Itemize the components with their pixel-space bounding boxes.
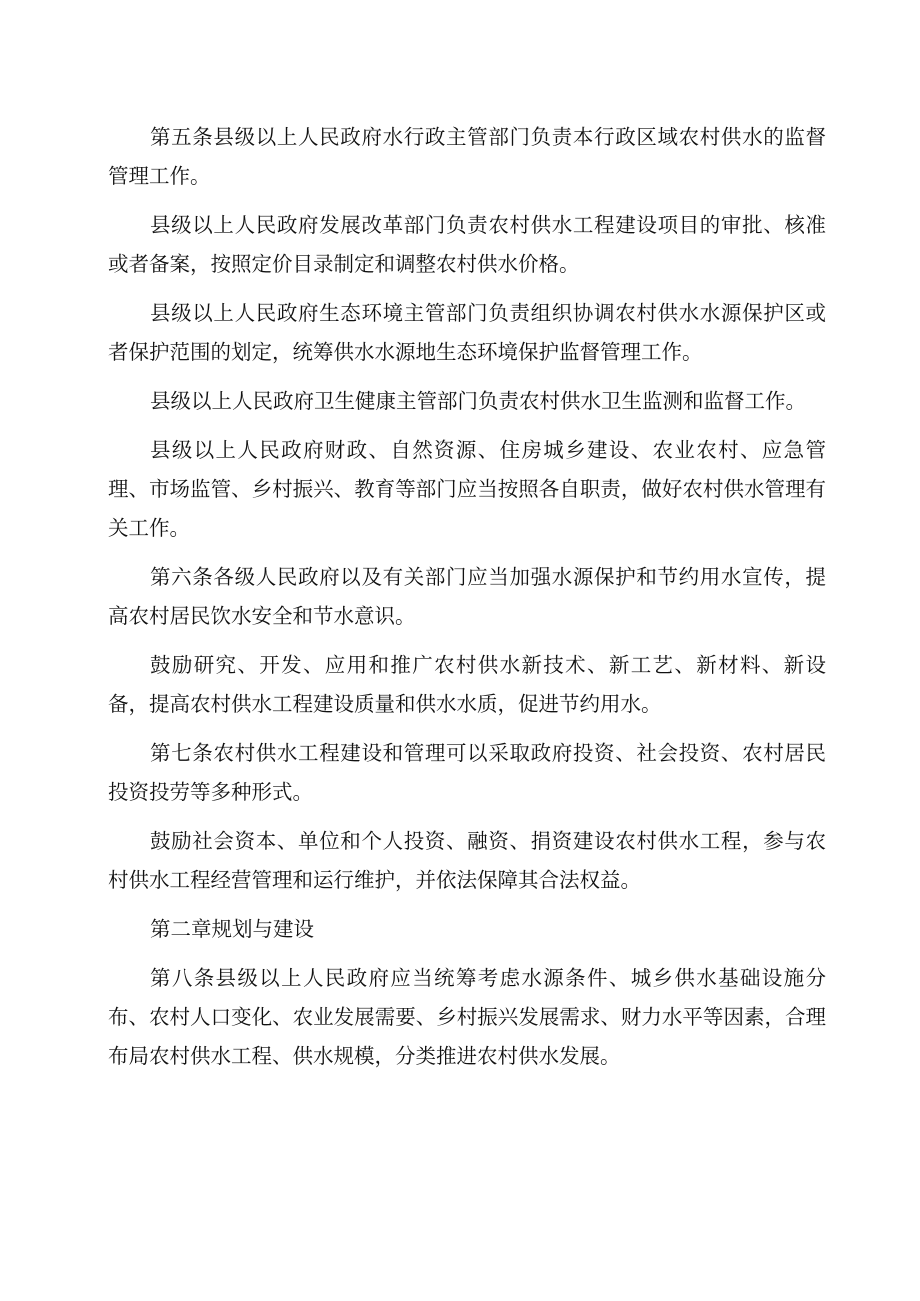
paragraph-other-departments: 县级以上人民政府财政、自然资源、住房城乡建设、农业农村、应急管理、市场监管、乡村振兴、教育等部门应当按照各自职责，做好农村供水管理有关工作。 (108, 438, 826, 540)
paragraph-ecology-environment: 县级以上人民政府生态环境主管部门负责组织协调农村供水水源保护区或者保护范围的划定，统筹供水水源地生态环境保护监督管理工作。 (108, 301, 826, 364)
paragraph-article-7: 第七条农村供水工程建设和管理可以采取政府投资、社会投资、农村居民投资投劳等多种形式。 (108, 741, 826, 804)
chapter-heading: 第二章规划与建设 (150, 917, 314, 941)
paragraph-health: 县级以上人民政府卫生健康主管部门负责农村供水卫生监测和监督工作。 (150, 389, 806, 413)
paragraph-encourage-investment: 鼓励社会资本、单位和个人投资、融资、捐资建设农村供水工程，参与农村供水工程经营管理和运行维护，并依法保障其合法权益。 (108, 829, 826, 892)
paragraph-article-6: 第六条各级人民政府以及有关部门应当加强水源保护和节约用水宣传，提高农村居民饮水安全和节水意识。 (108, 565, 826, 628)
paragraph-encourage-research: 鼓励研究、开发、应用和推广农村供水新技术、新工艺、新材料、新设备，提高农村供水工程建设质量和供水水质，促进节约用水。 (108, 653, 826, 716)
paragraph-development-reform: 县级以上人民政府发展改革部门负责农村供水工程建设项目的审批、核准或者备案，按照定价目录制定和调整农村供水价格。 (108, 213, 826, 276)
paragraph-article-8: 第八条县级以上人民政府应当统筹考虑水源条件、城乡供水基础设施分布、农村人口变化、农业发展需要、乡村振兴发展需求、财力水平等因素，合理布局农村供水工程、供水规模，分类推进农村供水发展。 (108, 966, 826, 1068)
document-body (108, 118, 826, 1086)
paragraph-article-5: 第五条县级以上人民政府水行政主管部门负责本行政区域农村供水的监督管理工作。 (108, 125, 826, 188)
